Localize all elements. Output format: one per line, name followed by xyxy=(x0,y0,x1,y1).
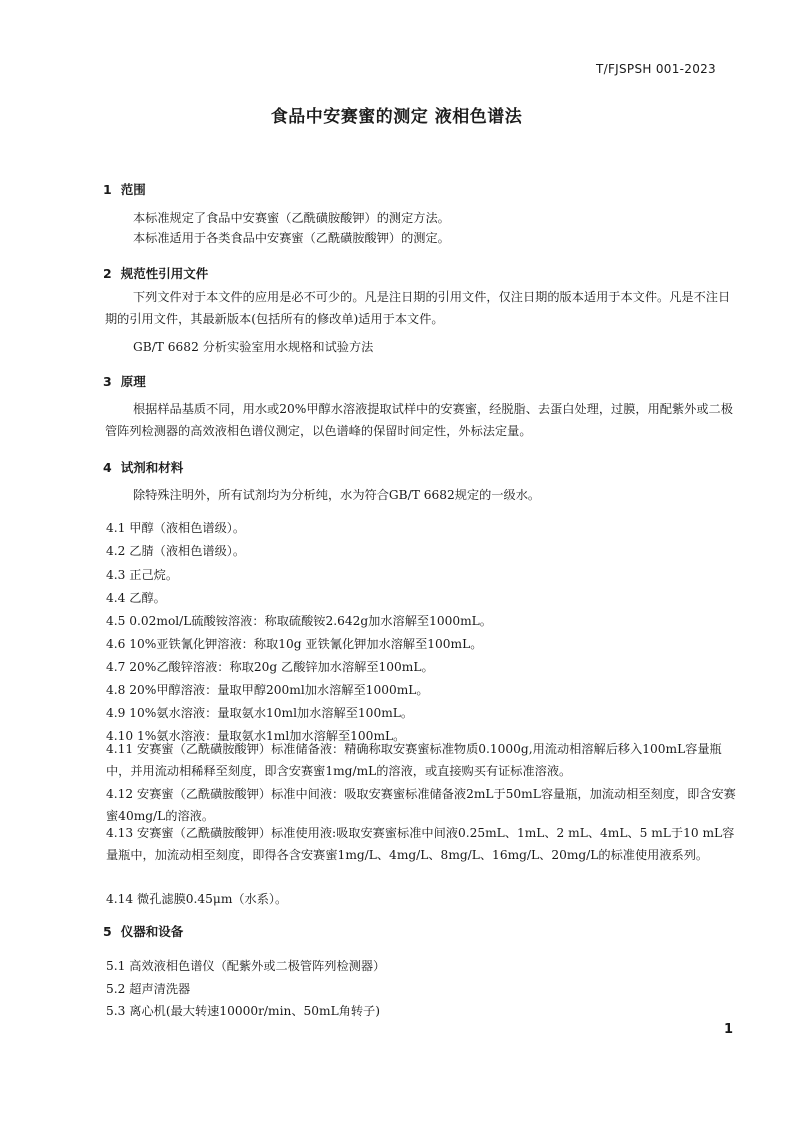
standard-code: T/FJSPSH 001-2023 xyxy=(596,62,716,76)
section-4-heading xyxy=(103,458,183,476)
list-item: 4.12 安赛蜜（乙酰磺胺酸钾）标准中间液：吸取安赛蜜标准储备液2mL于50mL容量瓶，加流动相至刻度，即含安赛蜜40mg/L的溶液。 xyxy=(106,787,736,823)
section-2-para-1: 下列文件对于本文件的应用是必不可少的。凡是注日期的引用文件，仅注日期的版本适用于本文件。凡是不注日期的引用文件，其最新版本(包括所有的修改单)适用于本文件。 xyxy=(105,290,731,326)
section-number: 2 xyxy=(103,266,112,281)
section-3-para-1: 根据样品基质不同，用水或20%甲醇水溶液提取试样中的安赛蜜，经脱脂、去蛋白处理，过膜，用配紫外或二极管阵列检测器的高效液相色谱仪测定，以色谱峰的保留时间定性，外标法定量。 xyxy=(105,402,733,438)
document-title: 食品中安赛蜜的测定 液相色谱法 xyxy=(270,107,523,127)
list-item: 5.1 高效液相色谱仪（配紫外或二极管阵列检测器） xyxy=(106,959,386,973)
section-1-heading xyxy=(103,180,146,198)
list-item: 4.7 20%乙酸锌溶液：称取20g 乙酸锌加水溶解至100mL。 xyxy=(106,660,434,674)
list-item: 4.2 乙腈（液相色谱级）。 xyxy=(106,544,246,558)
list-item: 4.10 1%氨水溶液：量取氨水1ml加水溶解至100mL。 xyxy=(106,729,406,743)
list-item: 5.2 超声清洗器 xyxy=(106,982,191,996)
section-number: 1 xyxy=(103,182,112,197)
section-title: 仪器和设备 xyxy=(120,924,184,939)
list-item: 5.3 离心机(最大转速10000r/min、50mL角转子) xyxy=(106,1004,380,1018)
list-item: 4.1 甲醇（液相色谱级）。 xyxy=(106,521,246,535)
list-item: 4.9 10%氨水溶液：量取氨水10ml加水溶解至100mL。 xyxy=(106,706,414,720)
list-item: 4.14 微孔滤膜0.45μm（水系）。 xyxy=(106,892,288,906)
list-item: 4.8 20%甲醇溶液：量取甲醇200ml加水溶解至1000mL。 xyxy=(106,683,429,697)
list-item: 4.3 正己烷。 xyxy=(106,568,179,582)
section-1-para-2: 本标准适用于各类食品中安赛蜜（乙酰磺胺酸钾）的测定。 xyxy=(133,231,450,245)
list-item: 4.6 10%亚铁氰化钾溶液：称取10g 亚铁氰化钾加水溶解至100mL。 xyxy=(106,637,483,651)
section-title: 试剂和材料 xyxy=(120,460,184,475)
section-title: 范围 xyxy=(120,182,146,197)
section-title: 规范性引用文件 xyxy=(120,266,209,281)
section-number: 5 xyxy=(103,924,112,939)
section-4-para-1: 除特殊注明外，所有试剂均为分析纯，水为符合GB/T 6682规定的一级水。 xyxy=(133,488,541,502)
list-item: 4.13 安赛蜜（乙酰磺胺酸钾）标准使用液:吸取安赛蜜标准中间液0.25mL、1mL、2 mL、4mL、5 mL于10 mL容量瓶中，加流动相至刻度，即得各含安赛蜜1mg/L、4mg/L、8mg/L、16mg/L、20mg/L的标准使用液系列。 xyxy=(106,826,735,862)
section-2-para-2: GB/T 6682 分析实验室用水规格和试验方法 xyxy=(133,340,374,354)
list-item: 4.5 0.02mol/L硫酸铵溶液：称取硫酸铵2.642g加水溶解至1000mL。 xyxy=(106,614,492,628)
section-title: 原理 xyxy=(120,374,146,389)
page-number: 1 xyxy=(723,1022,733,1037)
section-2-heading xyxy=(103,264,208,282)
section-number: 3 xyxy=(103,374,112,389)
section-5-heading xyxy=(103,922,183,940)
section-1-para-1: 本标准规定了食品中安赛蜜（乙酰磺胺酸钾）的测定方法。 xyxy=(133,211,450,225)
section-number: 4 xyxy=(103,460,112,475)
section-3-heading xyxy=(103,372,146,390)
list-item: 4.4 乙醇。 xyxy=(106,591,166,605)
list-item: 4.11 安赛蜜（乙酰磺胺酸钾）标准储备液：精确称取安赛蜜标准物质0.1000g,用流动相溶解后移入100mL容量瓶中，并用流动相稀释至刻度，即含安赛蜜1mg/mL的溶液，或直接购买有证标准溶液。 xyxy=(106,742,722,778)
